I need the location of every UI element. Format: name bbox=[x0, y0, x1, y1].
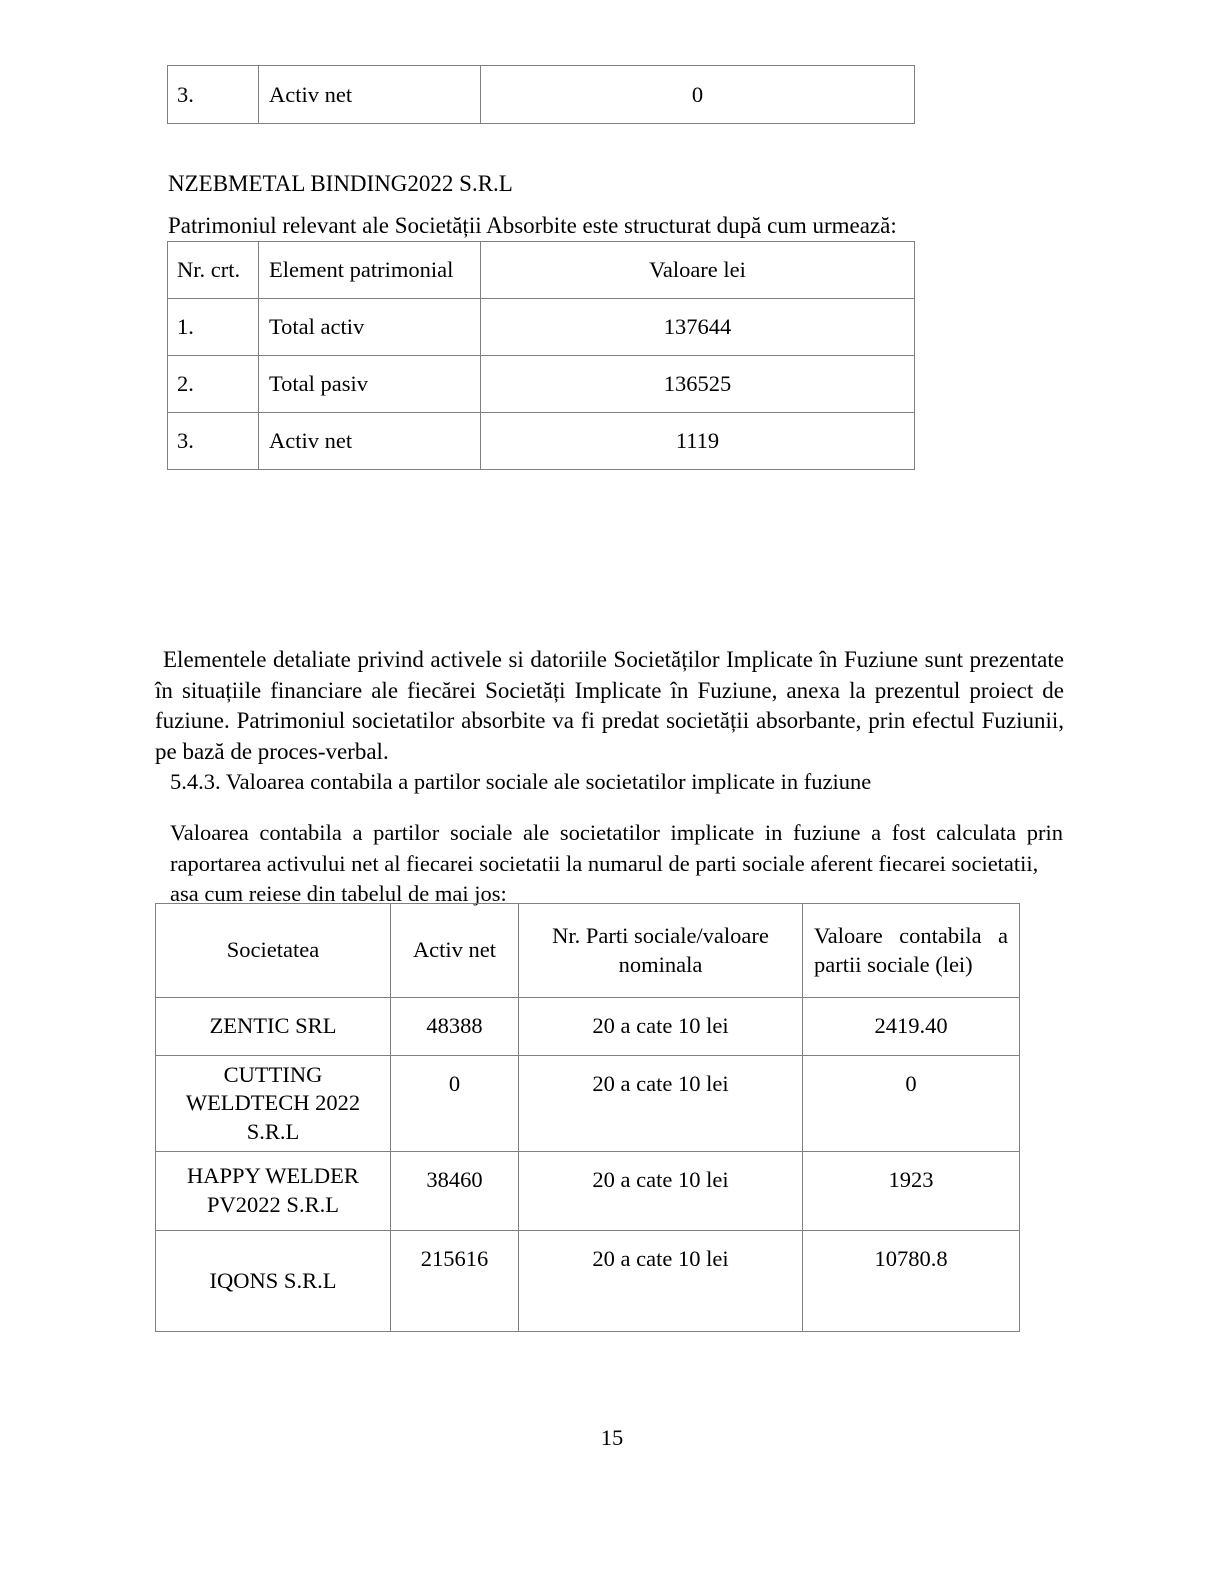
table-header-row bbox=[156, 904, 1020, 998]
header-nr-parti-sociale: Nr. Parti sociale/valoare nominala bbox=[519, 904, 803, 998]
table-row bbox=[168, 299, 915, 356]
cell-societatea: HAPPY WELDER PV2022 S.R.L bbox=[156, 1152, 391, 1231]
table-activ-net-continuation bbox=[167, 65, 915, 124]
paragraph-valoare-contabila bbox=[170, 818, 1063, 910]
cell-nr-crt: 3. bbox=[168, 413, 259, 470]
header-valoare-contabila: Valoare contabila a partii sociale (lei) bbox=[803, 904, 1020, 998]
cell-nr-parti-sociale: 20 a cate 10 lei bbox=[519, 1231, 803, 1332]
cell-activ-net: 48388 bbox=[391, 998, 519, 1056]
cell-valoare: 0 bbox=[481, 66, 915, 124]
cell-element: Total activ bbox=[259, 299, 481, 356]
header-valoare: Valoare lei bbox=[481, 242, 915, 299]
cell-element: Activ net bbox=[259, 66, 481, 124]
cell-nr-crt: 3. bbox=[168, 66, 259, 124]
table-row bbox=[156, 1231, 1020, 1332]
cell-nr-parti-sociale: 20 a cate 10 lei bbox=[519, 998, 803, 1056]
table-row bbox=[168, 66, 915, 124]
cell-valoare-contabila: 1923 bbox=[803, 1152, 1020, 1231]
cell-activ-net: 0 bbox=[391, 1056, 519, 1152]
table-row bbox=[168, 356, 915, 413]
cell-activ-net: 38460 bbox=[391, 1152, 519, 1231]
cell-valoare: 136525 bbox=[481, 356, 915, 413]
company-heading: NZEBMETAL BINDING2022 S.R.L bbox=[168, 171, 513, 196]
cell-valoare-contabila: 10780.8 bbox=[803, 1231, 1020, 1332]
cell-element: Activ net bbox=[259, 413, 481, 470]
cell-societatea: CUTTING WELDTECH 2022 S.R.L bbox=[156, 1056, 391, 1152]
paragraph-valoare-contabila-lastline: asa cum reiese din tabelul de mai jos: bbox=[170, 881, 507, 906]
cell-valoare-contabila: 0 bbox=[803, 1056, 1020, 1152]
cell-valoare-contabila: 2419.40 bbox=[803, 998, 1020, 1056]
header-element: Element patrimonial bbox=[259, 242, 481, 299]
table-header-row bbox=[168, 242, 915, 299]
cell-valoare: 137644 bbox=[481, 299, 915, 356]
cell-activ-net: 215616 bbox=[391, 1231, 519, 1332]
table-row bbox=[156, 998, 1020, 1056]
table-patrimoniu-nzebmetal bbox=[167, 241, 915, 470]
cell-nr-crt: 2. bbox=[168, 356, 259, 413]
table-row bbox=[156, 1056, 1020, 1152]
header-societatea: Societatea bbox=[156, 904, 391, 998]
cell-societatea: ZENTIC SRL bbox=[156, 998, 391, 1056]
table-row bbox=[156, 1152, 1020, 1231]
section-heading-5-4-3: 5.4.3. Valoarea contabila a partilor sociale ale societatilor implicate in fuziune bbox=[170, 769, 872, 794]
cell-valoare: 1119 bbox=[481, 413, 915, 470]
header-nr-crt: Nr. crt. bbox=[168, 242, 259, 299]
cell-nr-parti-sociale: 20 a cate 10 lei bbox=[519, 1152, 803, 1231]
page-number: 15 bbox=[600, 1425, 624, 1450]
cell-element: Total pasiv bbox=[259, 356, 481, 413]
cell-societatea: IQONS S.R.L bbox=[156, 1231, 391, 1332]
paragraph-elemente-detaliate: Elementele detaliate privind activele si datoriile Societăților Implicate în Fuziune sunt prezentate în situațiile financiare ale fiecărei Societăți Implicate în Fuziune, anexa la prezentul proiect de fuziune. Patrimoniul societatilor absorbite va fi predat societății absorbante, prin efectul Fuziunii, pe bază de proces-verbal. bbox=[155, 647, 1064, 764]
table-valoare-contabila-parti-sociale bbox=[155, 903, 1020, 1332]
header-activ-net: Activ net bbox=[391, 904, 519, 998]
cell-nr-parti-sociale: 20 a cate 10 lei bbox=[519, 1056, 803, 1152]
intro-line: Patrimoniul relevant ale Societății Absorbite este structurat după cum urmează: bbox=[168, 213, 897, 238]
cell-nr-crt: 1. bbox=[168, 299, 259, 356]
table-row bbox=[168, 413, 915, 470]
paragraph-valoare-contabila-text: Valoarea contabila a partilor sociale ale societatilor implicate in fuziune a fost calculata prin raportarea activului net al fiecarei societatii la numarul de parti sociale aferent fiecarei societatii, bbox=[170, 820, 1063, 876]
